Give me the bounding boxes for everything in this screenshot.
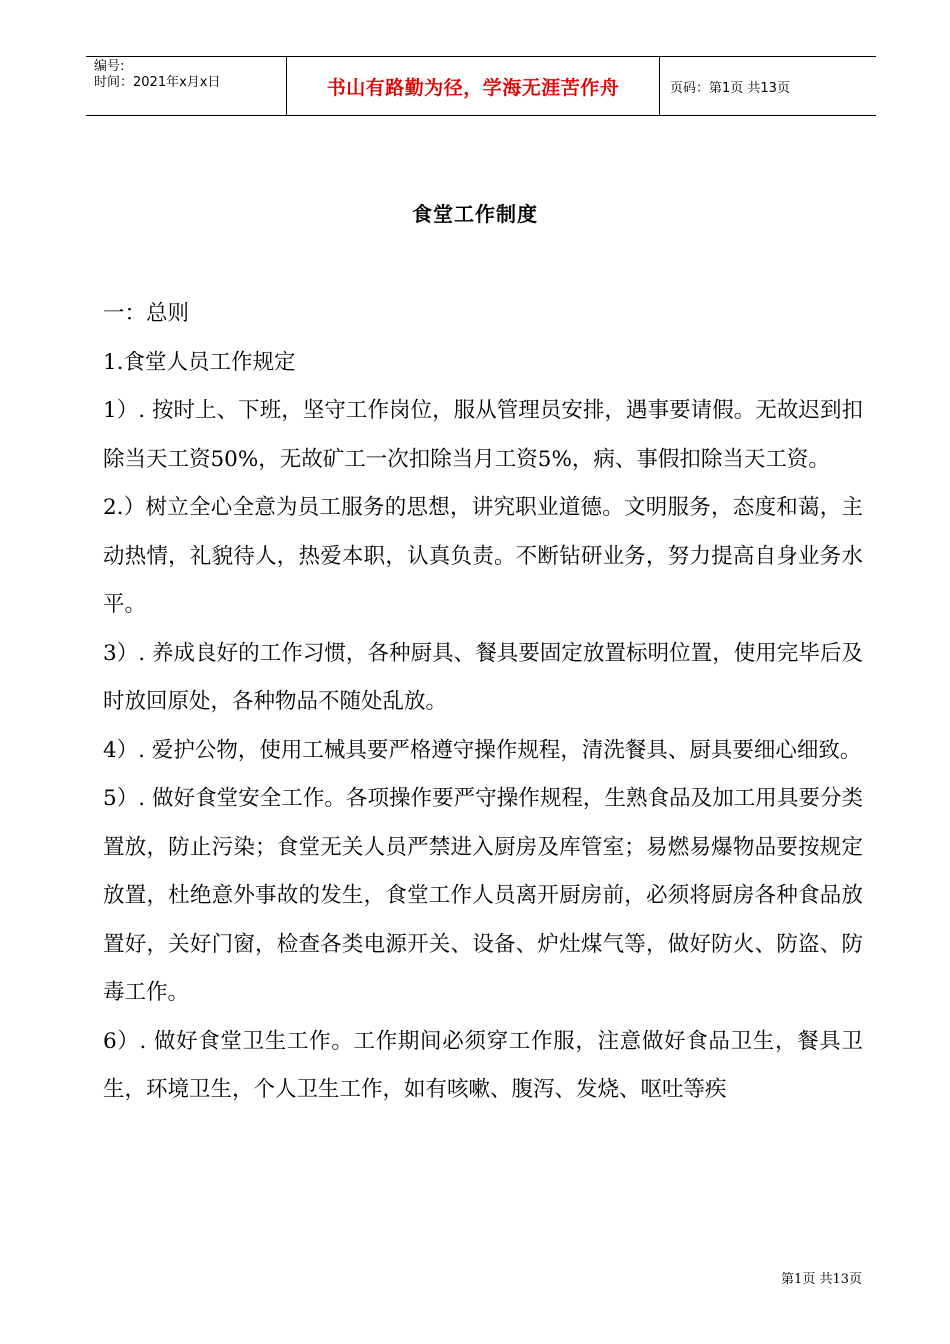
header-motto: 书山有路勤为径，学海无涯苦作舟 bbox=[286, 57, 660, 115]
time-label: 时间：2021年x月x日 bbox=[94, 75, 221, 90]
rule-paragraph: 2.）树立全心全意为员工服务的思想，讲究职业道德。文明服务，态度和蔼，主动热情，礼貌待人，热爱本职，认真负责。不断钻研业务，努力提高自身业务水平。 bbox=[103, 495, 863, 617]
rule-paragraph: 6）. 做好食堂卫生工作。工作期间必须穿工作服，注意做好食品卫生，餐具卫生，环境卫生，个人卫生工作，如有咳嗽、腹泻、发烧、呕吐等疾 bbox=[103, 1028, 863, 1102]
page-footer: 第1页 共13页 bbox=[781, 1272, 862, 1287]
rule-paragraph: 1）. 按时上、下班，坚守工作岗位，服从管理员安排，遇事要请假。无故迟到扣除当天工资50%，无故矿工一次扣除当月工资5%，病、事假扣除当天工资。 bbox=[103, 398, 863, 472]
rule-paragraph: 3）. 养成良好的工作习惯，各种厨具、餐具要固定放置标明位置，使用完毕后及时放回原处，各种物品不随处乱放。 bbox=[103, 640, 863, 714]
rule-paragraph: 5）. 做好食堂安全工作。各项操作要严守操作规程，生熟食品及加工用具要分类置放，防止污染；食堂无关人员严禁进入厨房及库管室；易燃易爆物品要按规定放置，杜绝意外事故的发生，食堂工作人员离开厨房前，必须将厨房各种食品放置好，关好门窗，检查各类电源开关、设备、炉灶煤气等，做好防火、防盗、防毒工作。 bbox=[103, 786, 863, 1005]
document-header bbox=[86, 56, 876, 116]
section-heading: 一：总则 bbox=[103, 301, 190, 326]
document-body bbox=[103, 290, 863, 1115]
header-meta bbox=[86, 57, 286, 115]
header-page-label: 页码：第1页 共13页 bbox=[670, 80, 790, 96]
subsection-heading: 1.食堂人员工作规定 bbox=[103, 349, 296, 375]
rule-paragraph: 4）. 爱护公物，使用工械具要严格遵守操作规程，清洗餐具、厨具要细心细致。 bbox=[103, 737, 862, 763]
document-title: 食堂工作制度 bbox=[412, 202, 538, 226]
number-label: 编号: bbox=[94, 59, 125, 74]
